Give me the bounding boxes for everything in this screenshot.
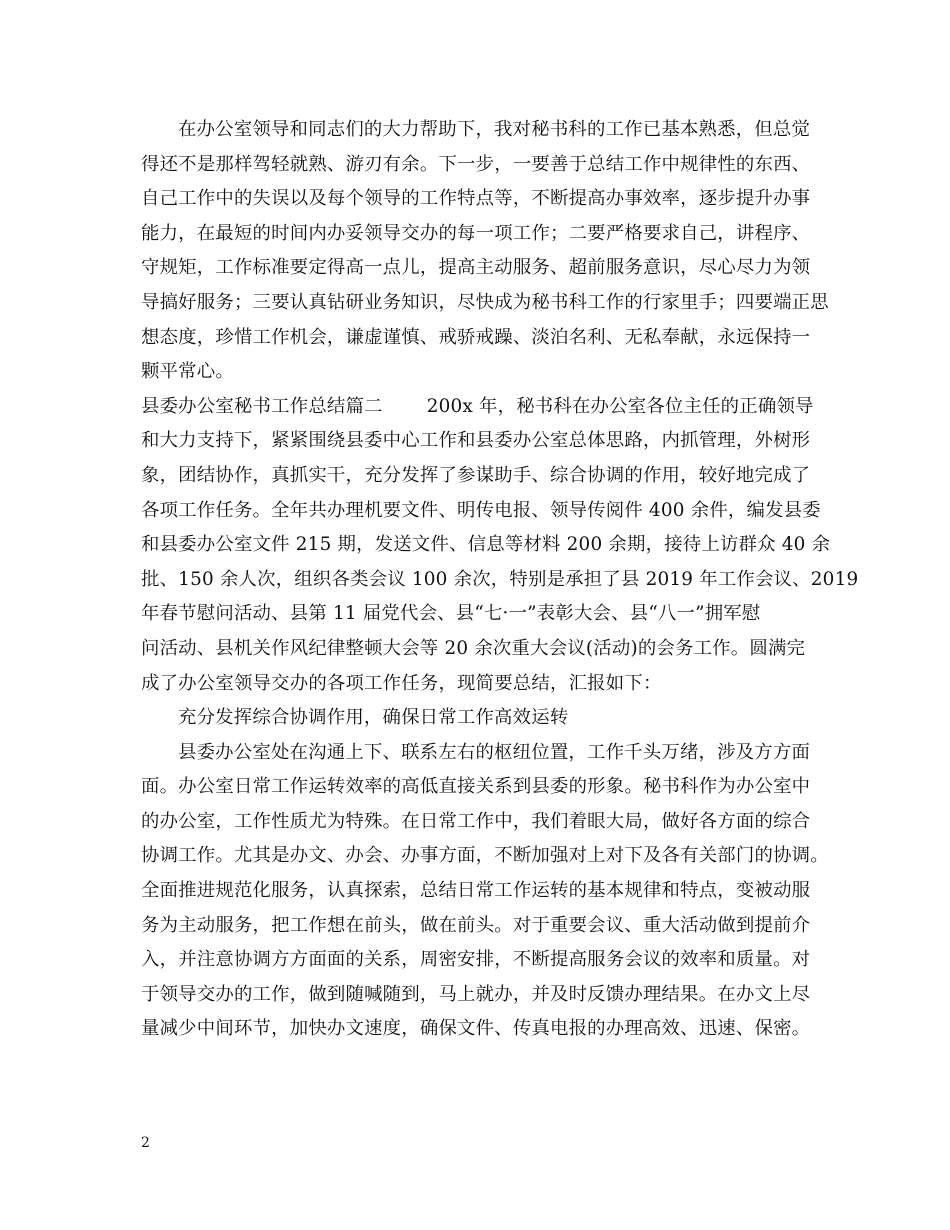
document-body — [141, 113, 859, 1047]
text-line: 成了办公室领导交办的各项工作任务，现简要总结，汇报如下： — [141, 672, 662, 694]
text-line: 务为主动服务，把工作想在前头，做在前头。对于重要会议、重大活动做到提前介 — [141, 914, 811, 936]
subheading: 充分发挥综合协调作用，确保日常工作高效运转 — [178, 707, 569, 729]
text-line: 全面推进规范化服务，认真探索，总结日常工作运转的基本规律和特点，变被动服 — [141, 880, 811, 902]
text-line: 导搞好服务；三要认真钻研业务知识，尽快成为秘书科工作的行家里手；四要端正思 — [141, 291, 829, 313]
paragraph-4 — [141, 736, 829, 1047]
section-title-line — [141, 390, 816, 425]
text-line: 年春节慰问活动、县第 11 届党代会、县“七·一”表彰大会、县“八一”拥军慰 — [141, 603, 761, 625]
text-line: 的办公室，工作性质尤为特殊。在日常工作中，我们着眼大局，做好各方面的综合 — [141, 810, 811, 832]
paragraph-1 — [141, 113, 829, 390]
text-line: 能力，在最短的时间内办妥领导交办的每一项工作；二要严格要求自己，讲程序、 — [141, 222, 811, 244]
text-line: 守规矩，工作标准要定得高一点儿，提高主动服务、超前服务意识，尽心尽力为领 — [141, 257, 811, 279]
text-line: 面。办公室日常工作运转效率的高低直接关系到县委的形象。秘书科作为办公室中 — [141, 776, 811, 798]
text-line: 于领导交办的工作，做到随喊随到，马上就办，并及时反馈办理结果。在办文上尽 — [141, 983, 811, 1005]
text-line: 和大力支持下，紧紧围绕县委中心工作和县委办公室总体思路，内抓管理，外树形 — [141, 430, 811, 452]
text-line: 200x 年，秘书科在办公室各位主任的正确领导 — [426, 395, 814, 417]
text-line: 量减少中间环节，加快办文速度，确保文件、传真电报的办理高效、迅速、保密。 — [141, 1018, 811, 1040]
text-line: 在办公室领导和同志们的大力帮助下，我对秘书科的工作已基本熟悉，但总觉 — [178, 119, 811, 140]
text-line: 得还不是那样驾轻就熟、游刃有余。下一步，一要善于总结工作中规律性的东西、 — [141, 153, 811, 175]
text-line: 问活动、县机关作风纪律整顿大会等 20 余次重大会议(活动)的会务工作。圆满完 — [141, 637, 806, 659]
page-number: 2 — [141, 1135, 150, 1151]
paragraph-2 — [141, 390, 859, 701]
text-line: 各项工作任务。全年共办理机要文件、明传电报、领导传阅件 400 余件，编发县委 — [141, 499, 821, 521]
text-line: 象，团结协作，真抓实干，充分发挥了参谋助手、综合协调的作用，较好地完成了 — [141, 464, 811, 486]
text-line: 县委办公室处在沟通上下、联系左右的枢纽位置，工作千头万绪，涉及方方面 — [178, 741, 811, 763]
text-line: 批、150 余人次，组织各类会议 100 余次，特别是承担了县 2019 年工作会议、2019 — [141, 568, 859, 590]
text-line: 和县委办公室文件 215 期，发送文件、信息等材料 200 余期，接待上访群众 40 余 — [141, 534, 831, 556]
text-line: 颗平常心。 — [141, 361, 234, 383]
text-line: 想态度，珍惜工作机会，谦虚谨慎、戒骄戒躁、淡泊名利、无私奉献，永远保持一 — [141, 326, 811, 348]
text-line: 入，并注意协调方方面面的关系，周密安排，不断提高服务会议的效率和质量。对 — [141, 949, 811, 971]
paragraph-3-heading — [141, 701, 816, 736]
section-title: 县委办公室秘书工作总结篇二 — [141, 395, 383, 417]
text-line: 自己工作中的失误以及每个领导的工作特点等，不断提高办事效率，逐步提升办事 — [141, 188, 811, 210]
text-line: 协调工作。尤其是办文、办会、办事方面，不断加强对上对下及各有关部门的协调。 — [141, 845, 829, 867]
